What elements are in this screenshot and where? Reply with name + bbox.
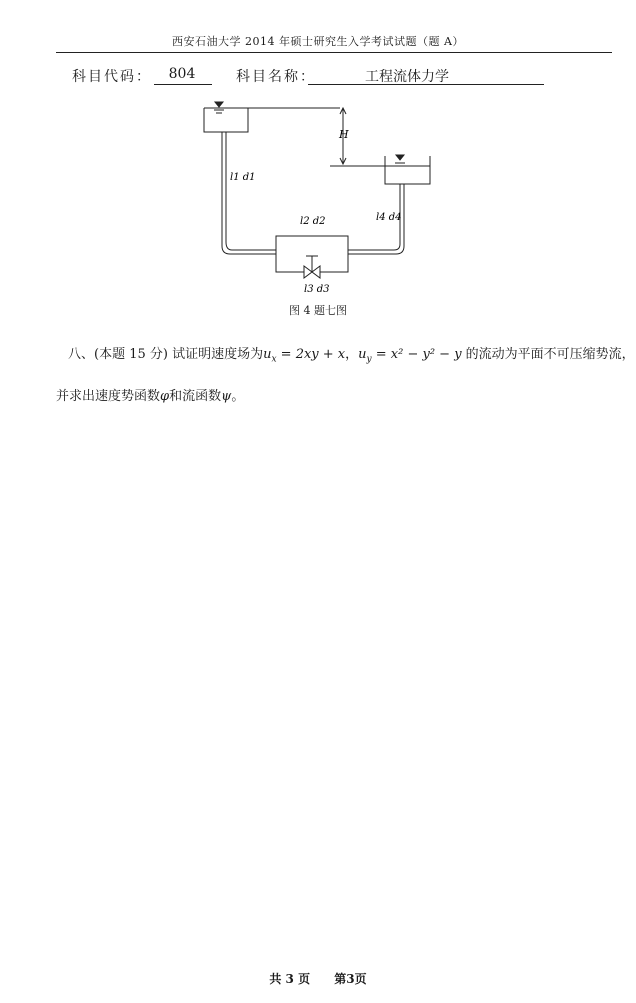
- line2-end: 。: [231, 389, 245, 404]
- uy-expression: = x² − y² − y: [371, 347, 462, 362]
- subject-name-underline: [308, 84, 544, 85]
- label-l4d4: l4 d4: [376, 212, 402, 223]
- upper-tank: [204, 108, 248, 132]
- subject-name-label: 科目名称：: [236, 69, 316, 85]
- line2-mid: 和流函数: [169, 389, 222, 404]
- total-pages: 共 3 页: [269, 972, 311, 986]
- psi-symbol: ψ: [221, 389, 232, 404]
- expression-separator: ，: [345, 347, 359, 362]
- current-page: 第3页: [334, 972, 367, 986]
- header-divider: [56, 52, 612, 53]
- ux-symbol: u: [263, 347, 272, 362]
- pipe-system-figure: [200, 96, 440, 296]
- question-suffix: 的流动为平面不可压缩势流，: [461, 347, 635, 362]
- label-l1d1: l1 d1: [230, 172, 256, 183]
- subject-name-value: 工程流体力学: [365, 69, 449, 85]
- figure-caption: 图 4 题七图: [289, 304, 347, 317]
- phi-symbol: φ: [160, 389, 170, 404]
- upper-water-level-marker: [215, 102, 223, 107]
- lower-tank: [385, 156, 430, 184]
- label-H: H: [339, 128, 349, 141]
- subject-code-value: 804: [168, 66, 196, 82]
- page-footer: [0, 970, 636, 987]
- exam-header-title: 西安石油大学 2014 年硕士研究生入学考试试题（题 A）: [172, 35, 464, 48]
- label-l3d3: l3 d3: [304, 284, 330, 295]
- ux-subscript: x: [271, 354, 277, 365]
- question-8-line-1: [68, 343, 635, 365]
- label-l2d2: l2 d2: [300, 216, 326, 227]
- line2-prefix: 并求出速度势函数: [56, 389, 161, 404]
- lower-water-level-marker: [396, 155, 404, 160]
- question-prefix: 八、(本题 15 分) 试证明速度场为: [68, 347, 264, 362]
- uy-subscript: y: [366, 354, 372, 365]
- subject-code-label: 科目代码：: [72, 69, 152, 85]
- question-8-line-2: [56, 385, 244, 404]
- uy-symbol: u: [358, 347, 367, 362]
- subject-code-underline: [154, 84, 212, 85]
- ux-expression: = 2xy + x: [276, 347, 346, 362]
